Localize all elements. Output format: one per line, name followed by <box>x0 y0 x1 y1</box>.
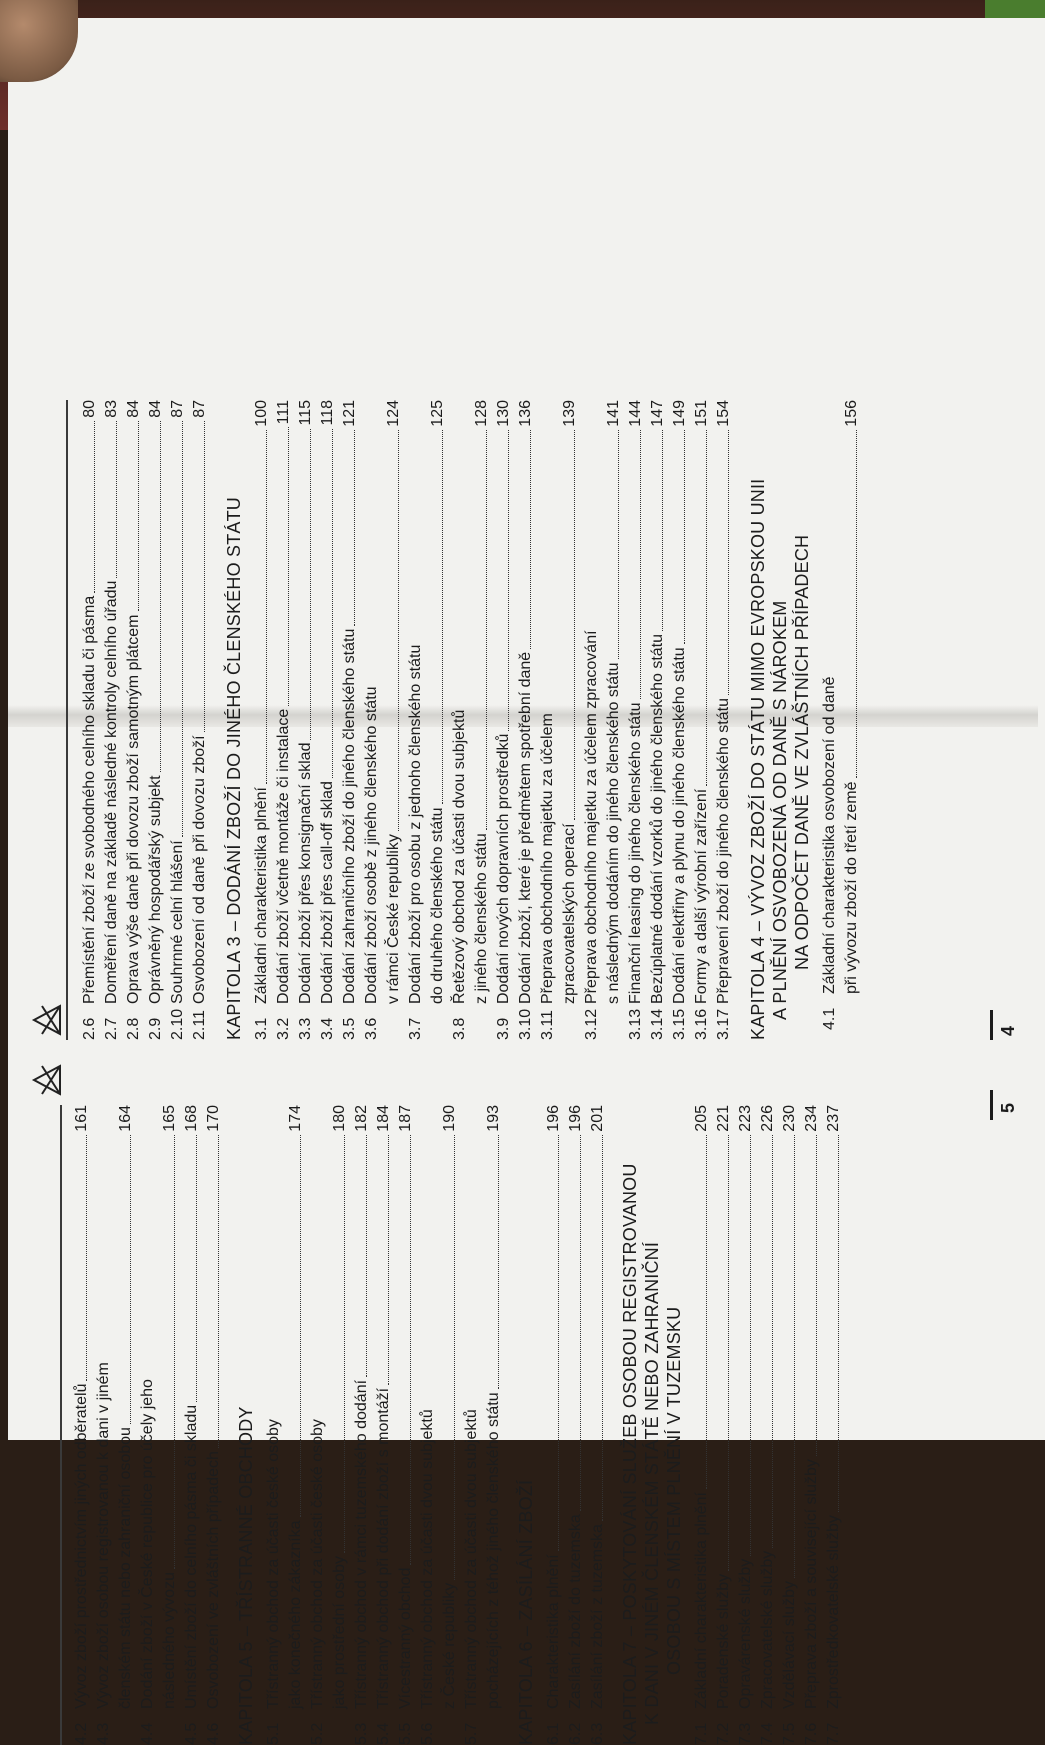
toc-entry-number: 3.4 <box>319 1017 336 1040</box>
toc-entry-number: 5.6 <box>419 1722 436 1745</box>
toc-leader-dots <box>750 1135 751 1556</box>
toc-leader-dots <box>204 421 205 733</box>
toc-entry-number: 2.10 <box>169 1008 186 1040</box>
toc-page-number: 237 <box>825 1105 842 1132</box>
page-number: 5 <box>998 1102 1018 1113</box>
toc-entry <box>588 1105 607 1745</box>
page-number-rule <box>990 1090 993 1120</box>
toc-entry-number: 3.12 <box>583 1008 600 1040</box>
toc-entry-number: 3.8 <box>451 1017 468 1040</box>
toc-leader-dots <box>530 430 531 649</box>
toc-entry-title: Dodání zahraničního zboží do jiného členského státu <box>341 628 358 1004</box>
toc-entry-title: Formy a další výrobní zařízení <box>693 788 710 1004</box>
toc-leader-dots <box>196 1135 197 1402</box>
chapter-heading: KAPITOLA 6 – ZASÍLÁNÍ ZBOŽÍ <box>516 1479 536 1745</box>
toc-entry-title: Osvobození ve zvláštních případech <box>205 1451 222 1709</box>
toc-page-number: 124 <box>385 400 402 427</box>
toc-page-number: 84 <box>125 400 142 418</box>
toc-entry <box>736 1105 755 1745</box>
toc-page-number: 147 <box>649 400 666 427</box>
toc-entry-title-line2: pocházejících z téhož jiného členského státu <box>485 1392 502 1709</box>
toc-entry-continued <box>440 1105 459 1709</box>
toc-page-number: 83 <box>103 400 120 418</box>
toc-entry-title-line2: jako prostřední osoby <box>331 1556 348 1709</box>
toc-entry-number: 2.7 <box>103 1017 120 1040</box>
toc-entry <box>758 1105 777 1745</box>
toc-page-number: 165 <box>161 1105 178 1132</box>
toc-entry-continued <box>330 1105 349 1709</box>
toc-entry-number: 5.7 <box>463 1722 480 1745</box>
toc-entry-title: Přeprava obchodního majetku za účelem <box>539 713 556 1004</box>
toc-entry-title: Zprostředkovatelské služby <box>825 1515 842 1709</box>
toc-entry-number: 3.6 <box>363 1017 380 1040</box>
toc-leader-dots <box>838 1135 839 1512</box>
toc-entry-number: 3.14 <box>649 1008 666 1040</box>
toc-entry-title-line2: následného vývozu <box>161 1572 178 1709</box>
toc-entry-continued <box>116 1105 135 1709</box>
toc-leader-dots <box>706 1135 707 1489</box>
toc-page-number: 144 <box>627 400 644 427</box>
toc-entry <box>352 1105 371 1745</box>
toc-entry <box>182 1105 201 1745</box>
toc-entry-number: 4.6 <box>205 1722 222 1745</box>
toc-entry-number: 3.2 <box>275 1017 292 1040</box>
toc-page-number: 193 <box>485 1105 502 1132</box>
toc-entry-title-line2: členském státu nebo zahraniční osobou <box>117 1427 134 1709</box>
toc-entry-title: Poradenské služby <box>715 1573 732 1709</box>
toc-entry-number: 3.15 <box>671 1008 688 1040</box>
toc-entry-title: Vývoz zboží osobou registrovanou k dani v jiném <box>95 1362 112 1709</box>
toc-entry-title: Vícestranný obchod <box>397 1567 414 1709</box>
toc-entry-number: 7.1 <box>693 1722 710 1745</box>
toc-leader-dots <box>728 1135 729 1571</box>
toc-entry-title: Osvobození od daně při dovozu zboží <box>191 735 208 1004</box>
toc-entry-title: Dodání zboží včetně montáže či instalace <box>275 708 292 1004</box>
toc-page-number: 190 <box>441 1105 458 1132</box>
toc-entry-number: 3.13 <box>627 1008 644 1040</box>
toc-page-number: 226 <box>759 1105 776 1132</box>
toc-entry-title: Bezúplatné dodání vzorků do jiného členského státu <box>649 633 666 1004</box>
toc-entry-title: Vývoz zboží prostřednictvím jiných odběratelů <box>73 1383 90 1709</box>
toc-entry-title-line2: zpracovatelských operací <box>561 823 578 1004</box>
toc-entry-title-line2: z jiného členského státu <box>473 833 490 1004</box>
toc-page-number: 223 <box>737 1105 754 1132</box>
toc-entry-title-line2: v rámci České republiky <box>385 834 402 1004</box>
chapter-heading: KAPITOLA 5 – TŘÍSTRANNÉ OBCHODY <box>236 1406 256 1745</box>
toc-page-number: 87 <box>169 400 186 418</box>
toc-entry-number: 3.10 <box>517 1008 534 1040</box>
toc-page-number: 149 <box>671 400 688 427</box>
toc-page-number: 168 <box>183 1105 200 1132</box>
chapter-heading-line: OSOBOU S MÍSTEM PLNĚNÍ V TUZEMSKU <box>664 1306 684 1675</box>
publisher-logo-icon <box>30 1063 64 1097</box>
toc-page-number: 141 <box>605 400 622 427</box>
page-number: 4 <box>998 1025 1018 1036</box>
toc-leader-dots <box>410 1135 411 1565</box>
toc-entry-number: 7.5 <box>781 1722 798 1745</box>
toc-entry-title: Oprávněný hospodářský subjekt <box>147 775 164 1004</box>
toc-entry-number: 5.2 <box>309 1722 326 1745</box>
toc-leader-dots <box>94 421 95 593</box>
toc-entry-number: 7.7 <box>825 1722 842 1745</box>
toc-entry-number: 3.9 <box>495 1017 512 1040</box>
toc-leader-dots <box>706 430 707 786</box>
toc-page-number: 151 <box>693 400 710 427</box>
toc-entry-title: Dodání zboží přes konsignační sklad <box>297 742 314 1004</box>
toc-entry-number: 2.9 <box>147 1017 164 1040</box>
toc-page-number: 121 <box>341 400 358 427</box>
toc-page-number: 87 <box>191 400 208 418</box>
left-page <box>20 30 1030 1040</box>
toc-page-number: 111 <box>275 400 292 425</box>
chapter-heading: KAPITOLA 3 – DODÁNÍ ZBOŽÍ DO JINÉHO ČLENSKÉHO STÁTU <box>224 497 244 1040</box>
toc-entry-number: 6.1 <box>545 1722 562 1745</box>
toc-entry-title: Třístranný obchod za účasti české osoby <box>309 1419 326 1709</box>
toc-entry-number: 7.6 <box>803 1722 820 1745</box>
toc-page-number: 156 <box>843 400 860 427</box>
toc-entry-title-line2: při vývozu zboží do třetí země <box>843 781 860 994</box>
toc-page-number: 180 <box>331 1105 348 1132</box>
toc-entry-title: Doměření daně na základě následné kontroly celního úřadu <box>103 580 120 1004</box>
toc-entry-number: 3.7 <box>407 1017 424 1040</box>
toc-entry <box>264 1105 283 1745</box>
toc-entry <box>308 1105 327 1745</box>
toc-leader-dots <box>684 430 685 645</box>
toc-entry-title: Řetězový obchod za účasti dvou subjektů <box>451 709 468 1004</box>
toc-entry <box>780 1105 799 1745</box>
toc-leader-dots <box>174 1135 175 1569</box>
toc-entry-title: Přepravení zboží do jiného členského státu <box>715 698 732 1004</box>
toc-page-number: 234 <box>803 1105 820 1132</box>
toc-entry-title: Finanční leasing do jiného členského státu <box>627 702 644 1004</box>
toc-leader-dots <box>116 421 117 578</box>
toc-entry-title: Třístranný obchod za účasti dvou subjektů <box>419 1409 436 1709</box>
toc-entry <box>692 1105 711 1745</box>
chapter-heading-line: KAPITOLA 4 – VÝVOZ ZBOŽÍ DO STÁTU MIMO EVROPSKOU UNII <box>748 478 768 1040</box>
toc-entry-number: 6.3 <box>589 1722 606 1745</box>
toc-leader-dots <box>388 1135 389 1385</box>
toc-page-number: 170 <box>205 1105 222 1132</box>
toc-entry-title: Umístění zboží do celního pásma či skladu <box>183 1404 200 1709</box>
toc-entry-number: 5.1 <box>265 1722 282 1745</box>
toc-entry-title: Dodání zboží v České republice pro účely jeho <box>139 1379 156 1709</box>
toc-entry-title: Zasílání zboží z tuzemska <box>589 1524 606 1709</box>
toc-entry-number: 3.5 <box>341 1017 358 1040</box>
toc-leader-dots <box>772 1135 773 1548</box>
toc-leader-dots <box>160 421 161 773</box>
toc-page-number: 205 <box>693 1105 710 1132</box>
toc-leader-dots <box>332 429 333 779</box>
toc-leader-dots <box>580 1135 581 1512</box>
toc-entry-title: Souhrnné celní hlášení <box>169 840 186 1004</box>
toc-page-number: 174 <box>287 1105 304 1132</box>
toc-leader-dots <box>344 1135 345 1553</box>
chapter-heading-line: KAPITOLA 7 – POSKYTOVÁNÍ SLUŽEB OSOBOU REGISTROVANOU <box>620 1163 640 1745</box>
toc-entry <box>802 1105 821 1745</box>
toc-page-number: 182 <box>353 1105 370 1132</box>
toc-leader-dots <box>498 1135 499 1390</box>
toc-entry <box>138 1105 157 1745</box>
toc-leader-dots <box>454 1135 455 1580</box>
toc-entry-title: Přeprava zboží a související služby <box>803 1459 820 1709</box>
toc-entry-title: Základní charakteristika plnění <box>253 787 270 1004</box>
toc-page-number: 187 <box>397 1105 414 1132</box>
toc-entry-title: Charakteristika plnění <box>545 1554 562 1709</box>
toc-entry-title: Přemístění zboží ze svobodného celního skladu či pásma <box>81 595 98 1004</box>
header-rule <box>60 1105 62 1745</box>
toc-entry-number: 7.3 <box>737 1722 754 1745</box>
toc-entry-title: Třístranný obchod v rámci tuzemského dodání <box>353 1379 370 1709</box>
right-page <box>20 735 1030 1745</box>
toc-leader-dots <box>138 421 139 612</box>
toc-leader-dots <box>602 1135 603 1521</box>
toc-page-number: 130 <box>495 400 512 427</box>
toc-page-number: 196 <box>545 1105 562 1132</box>
toc-leader-dots <box>310 429 311 740</box>
toc-entry <box>204 1105 223 1745</box>
toc-leader-dots <box>218 1135 219 1448</box>
toc-leader-dots <box>288 427 289 705</box>
toc-page-number: 221 <box>715 1105 732 1132</box>
toc-entry-number: 6.2 <box>567 1722 584 1745</box>
toc-page-number: 201 <box>589 1105 606 1132</box>
toc-entry-number: 7.4 <box>759 1722 776 1745</box>
toc-leader-dots <box>130 1135 131 1424</box>
toc-leader-dots <box>354 430 355 626</box>
toc-page-number: 128 <box>473 400 490 427</box>
toc-entry-title: Zpracovatelské služby <box>759 1550 776 1709</box>
toc-page-number: 230 <box>781 1105 798 1132</box>
toc-leader-dots <box>640 430 641 700</box>
toc-entry-title: Zasílání zboží do tuzemska <box>567 1514 584 1709</box>
toc-entry-number: 5.5 <box>397 1722 414 1745</box>
toc-leader-dots <box>266 430 267 784</box>
toc-page-number: 84 <box>147 400 164 418</box>
toc-page-number: 184 <box>375 1105 392 1132</box>
toc-leader-dots <box>86 1135 87 1381</box>
toc-page-number: 164 <box>117 1105 134 1132</box>
chapter-heading-line: A PLNĚNÍ OSVOBOZENÁ OD DANĚ S NÁROKEM <box>770 600 790 1020</box>
toc-entry <box>418 1105 437 1745</box>
toc-entry <box>374 1105 393 1745</box>
toc-leader-dots <box>618 430 619 660</box>
toc-entry-number: 4.4 <box>139 1722 156 1745</box>
toc-entry-title: Vzdělávací služby <box>781 1580 798 1709</box>
toc-leader-dots <box>558 1135 559 1552</box>
toc-page-number: 154 <box>715 400 732 427</box>
chapter-heading-line: K DANI V JINÉM ČLENSKÉM STÁTĚ NEBO ZAHRANIČNÍ <box>642 1241 662 1725</box>
toc-entry-continued <box>286 1105 305 1709</box>
toc-page-number: 161 <box>73 1105 90 1132</box>
toc-leader-dots <box>816 1135 817 1456</box>
chapter-heading-line: NA ODPOČET DANĚ VE ZVLÁŠTNÍCH PŘÍPADECH <box>792 534 812 970</box>
toc-entry-number: 3.1 <box>253 1017 270 1040</box>
toc-page-number: 100 <box>253 400 270 427</box>
toc-entry-number: 3.3 <box>297 1017 314 1040</box>
toc-entry-number: 2.6 <box>81 1017 98 1040</box>
toc-entry-number: 2.8 <box>125 1017 142 1040</box>
toc-entry-title: Přeprava obchodního majetku za účelem zpracování <box>583 630 600 1004</box>
toc-page-number: 136 <box>517 400 534 427</box>
toc-page-number: 196 <box>567 1105 584 1132</box>
toc-entry-title: Základní charakteristika osvobození od daně <box>821 676 838 994</box>
toc-entry-title-line2: z České republiky <box>441 1582 458 1709</box>
toc-entry-number: 3.16 <box>693 1008 710 1040</box>
toc-page-number: 80 <box>81 400 98 418</box>
toc-leader-dots <box>728 430 729 695</box>
toc-entry <box>94 1105 113 1745</box>
toc-entry <box>72 1105 91 1745</box>
toc-leader-dots <box>508 430 509 731</box>
toc-entry-title: Dodání zboží přes call-off sklad <box>319 781 336 1004</box>
toc-entry-title: Dodání zboží pro osobu z jednoho členského státu <box>407 644 424 1004</box>
toc-entry-title: Dodání zboží, které je předmětem spotřební daně <box>517 651 534 1004</box>
toc-entry-title: Dodání zboží osobě z jiného členského státu <box>363 686 380 1004</box>
toc-entry <box>396 1105 415 1745</box>
toc-leader-dots <box>662 430 663 631</box>
toc-entry-title-line2: jako konečného zákazníka <box>287 1520 304 1709</box>
toc-entry-number: 7.2 <box>715 1722 732 1745</box>
toc-page-number: 118 <box>319 400 336 426</box>
toc-entry-title-line2: s následným dodáním do jiného členského státu <box>605 662 622 1004</box>
toc-entry-number: 4.5 <box>183 1722 200 1745</box>
toc-entry <box>544 1105 563 1745</box>
toc-entry-title: Dodání nových dopravních prostředků <box>495 733 512 1004</box>
toc-leader-dots <box>300 1135 301 1518</box>
toc-entry-title-line2: do druhého členského státu <box>429 807 446 1004</box>
toc-entry-number: 3.17 <box>715 1008 732 1040</box>
toc-entry-number: 4.2 <box>73 1722 90 1745</box>
toc-leader-dots <box>366 1135 367 1377</box>
toc-page-number: 139 <box>561 400 578 427</box>
toc-leader-dots <box>856 430 857 779</box>
toc-entry-number: 5.4 <box>375 1722 392 1745</box>
toc-entry-continued <box>160 1105 179 1709</box>
toc-entry <box>462 1105 481 1745</box>
toc-entry-number: 4.3 <box>95 1722 112 1745</box>
toc-entry-title: Dodání elektřiny a plynu do jiného členského státu <box>671 647 688 1004</box>
toc-entry-title: Oprava výše daně při dovozu zboží samotným plátcem <box>125 614 142 1004</box>
toc-entry-number: 5.3 <box>353 1722 370 1745</box>
toc-entry-title: Třístranný obchod za účasti dvou subjektů <box>463 1409 480 1709</box>
toc-entry-continued <box>484 1105 503 1709</box>
toc-entry <box>714 1105 733 1745</box>
toc-entry <box>824 1105 843 1745</box>
toc-entry-number: 2.11 <box>191 1010 208 1040</box>
toc-entry-title: Základní charakteristika plnění <box>693 1492 710 1709</box>
toc-entry-title: Opravárenské služby <box>737 1558 754 1709</box>
toc-page-number: 125 <box>429 400 446 427</box>
toc-entry-title: Třístranný obchod při dodání zboží s montáží <box>375 1387 392 1709</box>
toc-leader-dots <box>794 1135 795 1578</box>
toc-entry-number: 4.1 <box>821 1007 838 1030</box>
toc-entry-number: 3.11 <box>539 1010 556 1040</box>
toc-entry <box>566 1105 585 1745</box>
toc-entry-title: Třístranný obchod za účasti české osoby <box>265 1419 282 1709</box>
toc-page-number: 115 <box>297 400 314 426</box>
